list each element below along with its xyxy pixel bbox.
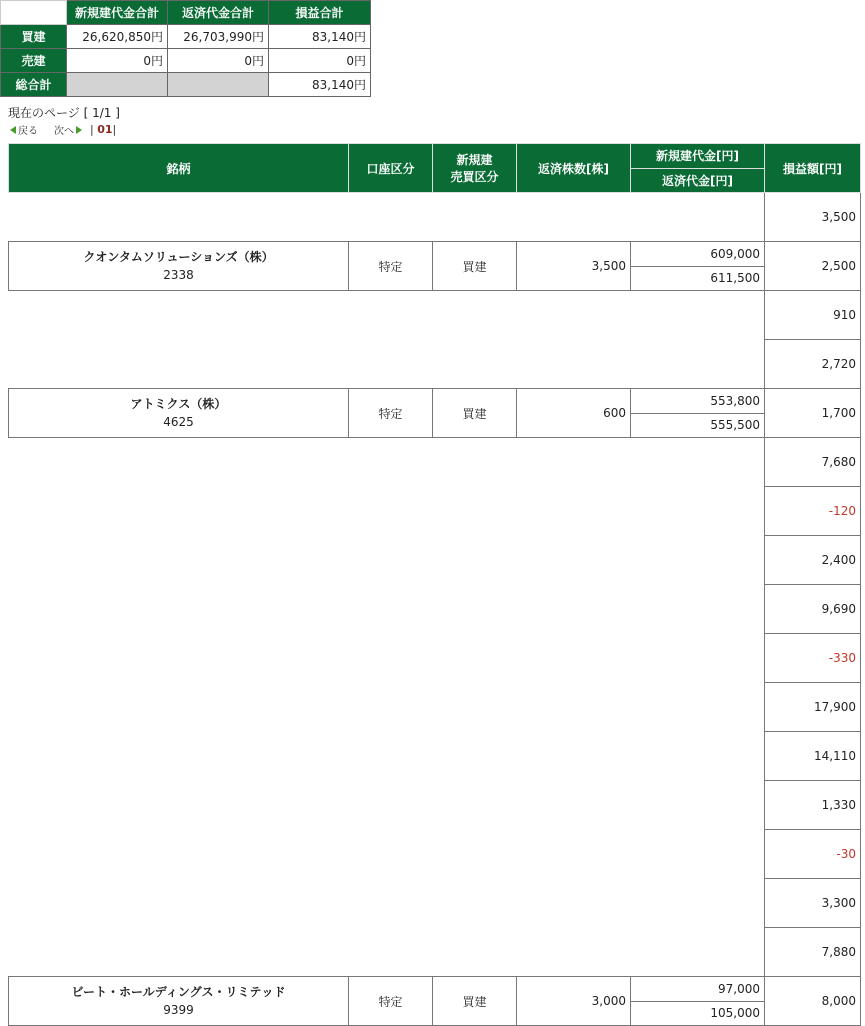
account-type: 特定 — [349, 977, 433, 1026]
col-header-new-amount: 新規建代金[円] — [631, 144, 765, 169]
profit-loss: 8,000 — [765, 977, 861, 1026]
table-row — [9, 487, 861, 536]
repay-amount: 105,000 — [631, 1001, 765, 1026]
stock-name: ビート・ホールディングス・リミテッド — [71, 985, 286, 999]
table-row — [9, 683, 861, 732]
table-row — [9, 242, 861, 267]
stock-code: 4625 — [163, 415, 194, 429]
col-header-side — [433, 144, 517, 193]
table-row — [9, 879, 861, 928]
summary-new-value: 0円 — [67, 49, 168, 73]
profit-loss: -120 — [765, 487, 861, 536]
summary-header-row — [1, 1, 371, 25]
trade-side: 買建 — [433, 242, 517, 291]
repay-quantity: 600 — [517, 389, 631, 438]
new-amount: 609,000 — [631, 242, 765, 267]
profit-loss: 3,300 — [765, 879, 861, 928]
summary-empty-cell — [67, 73, 168, 97]
masked-row-content — [9, 340, 765, 389]
profit-loss: 7,680 — [765, 438, 861, 487]
stock-name: アトミクス（株） — [130, 397, 227, 411]
col-header-repay-amount: 返済代金[円] — [631, 168, 765, 193]
new-amount: 97,000 — [631, 977, 765, 1002]
profit-loss: -30 — [765, 830, 861, 879]
stock-name-cell — [9, 977, 349, 1026]
repay-quantity: 3,000 — [517, 977, 631, 1026]
masked-row-content — [9, 536, 765, 585]
table-body — [9, 193, 861, 1026]
next-arrow-icon — [76, 126, 82, 134]
profit-loss: 2,500 — [765, 242, 861, 291]
table-row — [9, 830, 861, 879]
profit-loss: 2,400 — [765, 536, 861, 585]
stock-code: 2338 — [163, 268, 194, 282]
summary-pl-value: 83,140円 — [269, 73, 371, 97]
profit-loss: 7,880 — [765, 928, 861, 977]
position-table — [8, 143, 861, 1026]
summary-repay-value: 26,703,990円 — [168, 25, 269, 49]
account-type: 特定 — [349, 389, 433, 438]
masked-row-content — [9, 830, 765, 879]
repay-amount: 555,500 — [631, 413, 765, 438]
table-row — [9, 585, 861, 634]
col-header-account: 口座区分 — [349, 144, 433, 193]
summary-header-pl-total: 損益合計 — [269, 1, 371, 25]
current-page-indicator: 現在のページ [ 1/1 ] — [8, 106, 120, 120]
summary-empty-cell — [168, 73, 269, 97]
trade-side: 買建 — [433, 389, 517, 438]
table-row — [9, 732, 861, 781]
pagination — [10, 122, 116, 137]
col-header-name: 銘柄 — [9, 144, 349, 193]
stock-name-cell — [9, 242, 349, 291]
table-header-row — [9, 144, 861, 169]
new-amount: 553,800 — [631, 389, 765, 414]
profit-loss: 2,720 — [765, 340, 861, 389]
col-header-side-line1: 新規建 — [456, 153, 493, 167]
col-header-pl: 損益額[円] — [765, 144, 861, 193]
table-row — [9, 340, 861, 389]
summary-row-label: 売建 — [1, 49, 67, 73]
masked-row-content — [9, 781, 765, 830]
col-header-qty: 返済株数[株] — [517, 144, 631, 193]
page-number-link[interactable]: | 01| — [90, 123, 117, 136]
repay-amount: 611,500 — [631, 266, 765, 291]
summary-row-sell — [1, 49, 371, 73]
repay-quantity: 3,500 — [517, 242, 631, 291]
masked-row-content — [9, 438, 765, 487]
next-link[interactable]: 次へ — [54, 126, 74, 137]
back-arrow-icon — [10, 126, 16, 134]
trade-side: 買建 — [433, 977, 517, 1026]
stock-name-cell — [9, 389, 349, 438]
table-row — [9, 438, 861, 487]
summary-row-label: 総合計 — [1, 73, 67, 97]
profit-loss: 3,500 — [765, 193, 861, 242]
profit-loss: 9,690 — [765, 585, 861, 634]
masked-row-content — [9, 928, 765, 977]
stock-code: 9399 — [163, 1003, 194, 1017]
masked-row-content — [9, 193, 765, 242]
summary-row-total — [1, 73, 371, 97]
summary-header-repay-total: 返済代金合計 — [168, 1, 269, 25]
summary-row-buy — [1, 25, 371, 49]
table-row — [9, 536, 861, 585]
masked-row-content — [9, 732, 765, 781]
table-row — [9, 193, 861, 242]
masked-row-content — [9, 879, 765, 928]
summary-row-label: 買建 — [1, 25, 67, 49]
profit-loss: 1,700 — [765, 389, 861, 438]
table-row — [9, 781, 861, 830]
profit-loss: 14,110 — [765, 732, 861, 781]
masked-row-content — [9, 585, 765, 634]
table-row — [9, 389, 861, 414]
summary-new-value: 26,620,850円 — [67, 25, 168, 49]
masked-row-content — [9, 634, 765, 683]
table-row — [9, 977, 861, 1002]
stock-name: クオンタムソリューションズ（株） — [83, 250, 274, 264]
masked-row-content — [9, 291, 765, 340]
summary-pl-value: 83,140円 — [269, 25, 371, 49]
col-header-side-line2: 売買区分 — [450, 170, 499, 184]
table-row — [9, 291, 861, 340]
profit-loss: 1,330 — [765, 781, 861, 830]
masked-row-content — [9, 487, 765, 536]
summary-repay-value: 0円 — [168, 49, 269, 73]
table-row — [9, 928, 861, 977]
summary-pl-value: 0円 — [269, 49, 371, 73]
summary-corner — [1, 1, 67, 25]
summary-table — [0, 0, 371, 97]
summary-header-new-total: 新規建代金合計 — [67, 1, 168, 25]
masked-row-content — [9, 683, 765, 732]
page-number[interactable]: 01 — [97, 123, 113, 136]
account-type: 特定 — [349, 242, 433, 291]
profit-loss: 17,900 — [765, 683, 861, 732]
table-row — [9, 634, 861, 683]
profit-loss: 910 — [765, 291, 861, 340]
back-link[interactable]: 戻る — [18, 126, 38, 137]
profit-loss: -330 — [765, 634, 861, 683]
